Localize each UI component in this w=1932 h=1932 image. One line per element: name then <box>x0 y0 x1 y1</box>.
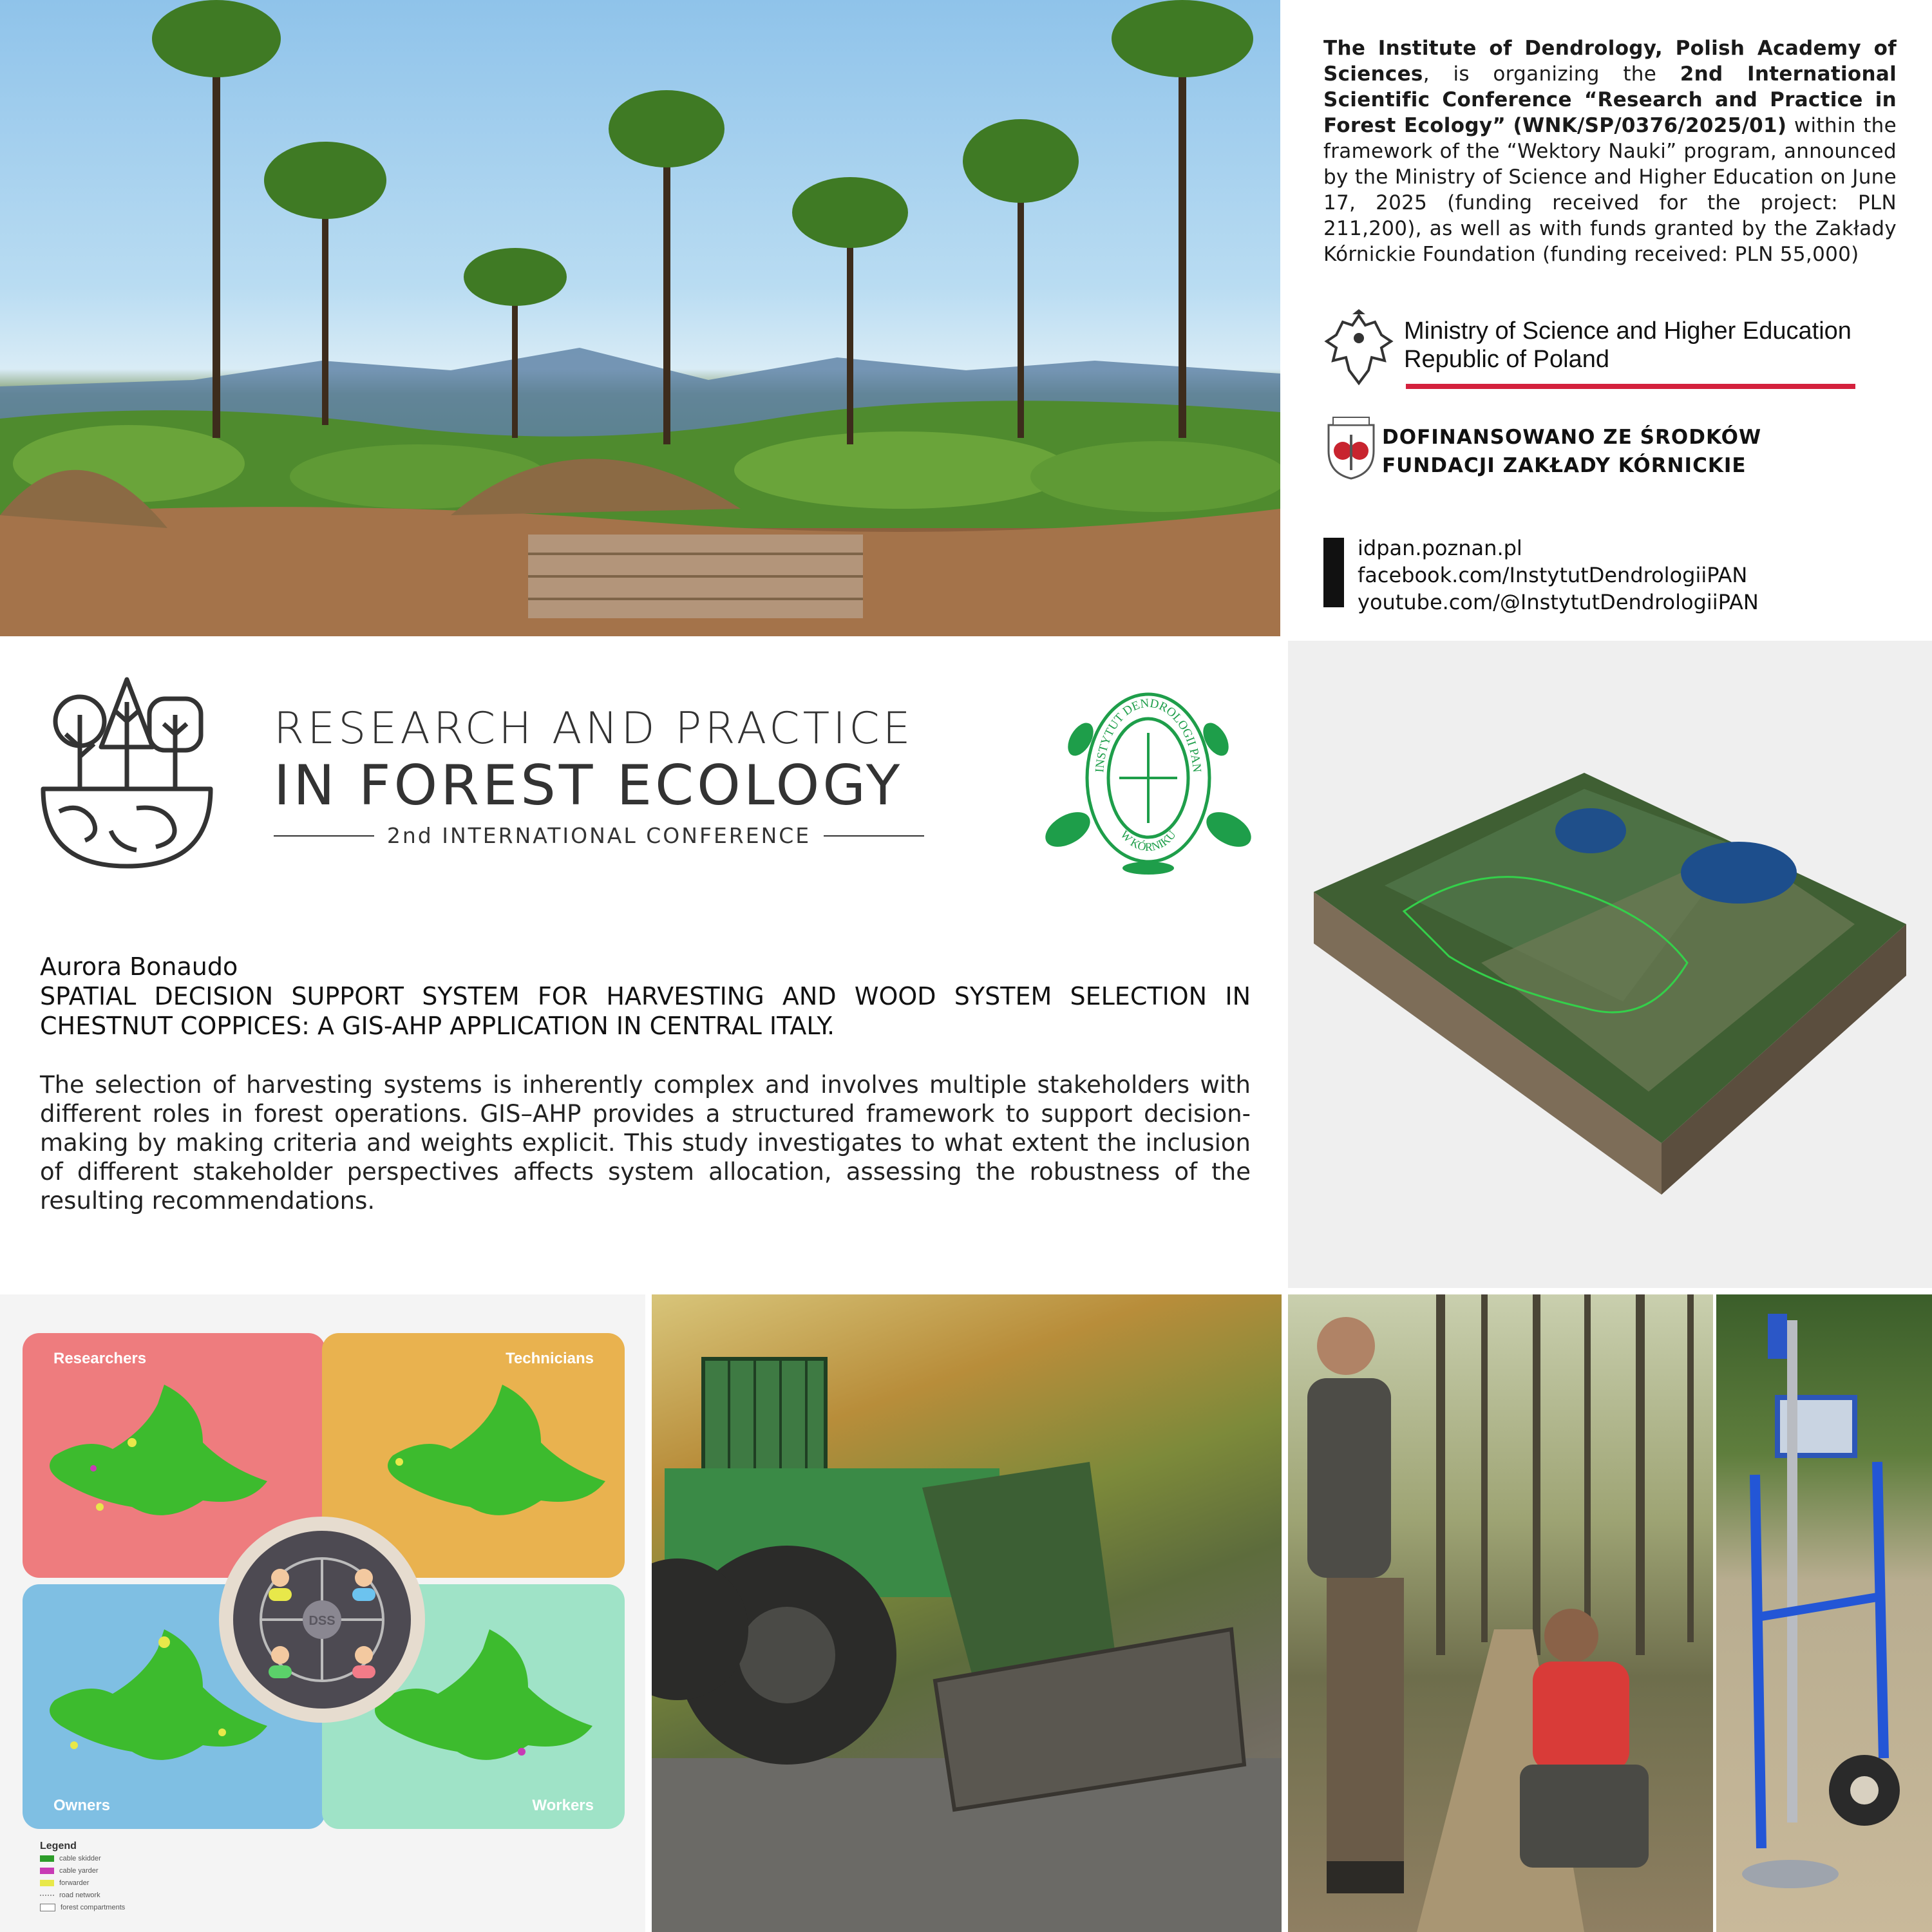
links-marker <box>1323 538 1344 607</box>
conference-title <box>274 703 924 848</box>
ministry-line-2: Republic of Poland <box>1404 346 1609 373</box>
terrain-3d-panel <box>1288 641 1932 1288</box>
legend-label: forest compartments <box>61 1903 126 1911</box>
legend-label: cable skidder <box>59 1854 101 1862</box>
forest-clearing-photo <box>0 0 1280 636</box>
contact-links <box>1323 535 1839 612</box>
quadrant-technicians-label: Technicians <box>506 1350 594 1367</box>
info-part-1: The Institute of Dendrology, Polish Academy of Sciences <box>1323 37 1897 86</box>
conference-title-line-1: RESEARCH AND PRACTICE <box>274 703 914 754</box>
quadrant-workers-label: Workers <box>532 1797 594 1814</box>
legend-item <box>40 1877 125 1889</box>
quadrant-owners-label: Owners <box>53 1797 111 1814</box>
foundation-name <box>1382 423 1761 480</box>
map-researchers <box>35 1378 280 1533</box>
legend-item <box>40 1864 125 1877</box>
legend-title: Legend <box>40 1841 77 1852</box>
ministry-line-1: Ministry of Science and Higher Education <box>1404 317 1852 345</box>
legend-swatch <box>40 1904 55 1911</box>
conference-subtitle <box>274 823 924 848</box>
legend-item <box>40 1852 125 1864</box>
legend-swatch <box>40 1895 54 1896</box>
dss-center-label: DSS <box>308 1614 336 1628</box>
field-workers-illustration <box>1288 1294 1713 1932</box>
seal-text-bottom: W KÓRNIKU <box>1118 828 1179 854</box>
conference-logo <box>40 676 214 869</box>
quadrant-researchers-label: Researchers <box>53 1350 147 1367</box>
seal-text-top: INSTYTUT DENDROLOGII PAN <box>1093 696 1204 773</box>
subtitle-rule-left <box>274 835 374 837</box>
skidder-illustration <box>652 1294 1282 1932</box>
foundation-line-1: DOFINANSOWANO ZE ŚRODKÓW <box>1382 426 1762 449</box>
link-youtube[interactable]: youtube.com/@InstytutDendrologiiPAN <box>1358 590 1759 614</box>
abstract-title: SPATIAL DECISION SUPPORT SYSTEM FOR HARVESTING AND WOOD SYSTEM SELECTION IN CHESTNUT COPPICES: A GIS-AHP APPLICATION IN CENTRAL ITALY. <box>40 982 1251 1040</box>
legend-label: road network <box>59 1891 100 1899</box>
links-list <box>1358 535 1759 616</box>
trees-globe-icon <box>40 676 214 869</box>
link-website[interactable]: idpan.poznan.pl <box>1358 536 1522 560</box>
foundation-logo <box>1325 415 1776 480</box>
info-part-3: 2nd International Scientific Conference “Research and Practice in Forest Ecology” <box>1323 62 1897 137</box>
legend-swatch <box>40 1868 54 1874</box>
info-part-5: (WNK/SP/0376/2025/01) <box>1513 114 1787 137</box>
terrain-3d-model <box>1288 641 1932 1288</box>
ministry-name <box>1404 317 1852 374</box>
measuring-device-photo <box>1716 1294 1932 1932</box>
foundation-crest-icon <box>1325 415 1377 480</box>
conference-title-line-2: IN FOREST ECOLOGY <box>274 753 904 818</box>
institute-seal-emblem <box>1042 681 1255 875</box>
conference-subtitle-text: 2nd INTERNATIONAL CONFERENCE <box>386 823 811 848</box>
dss-stakeholder-maps <box>0 1294 645 1932</box>
polish-eagle-icon <box>1323 309 1394 390</box>
abstract <box>40 952 1251 1215</box>
subtitle-rule-right <box>824 835 924 837</box>
map-technicians <box>374 1378 618 1533</box>
legend-label: forwarder <box>59 1879 90 1887</box>
ministry-accent-bar <box>1406 384 1855 389</box>
info-part-4 <box>1506 114 1513 137</box>
dss-center-icon <box>216 1513 428 1726</box>
legend-label: cable yarder <box>59 1866 99 1875</box>
legend-item <box>40 1889 125 1901</box>
info-part-6: within the framework of the “Wektory Nauki” program, announced by the Ministry of Science and Higher Education on June 17, 2025 (funding received for the project: PLN 211,200), as well as with funds granted by the Zakłady Kórnickie Foundation (funding received: PLN 55,000) <box>1323 114 1897 266</box>
conference-info <box>1323 35 1897 267</box>
ministry-logo <box>1323 309 1858 393</box>
measuring-device-illustration <box>1716 1294 1932 1932</box>
author-name: Aurora Bonaudo <box>40 952 238 981</box>
map-legend <box>40 1841 125 1913</box>
skidder-photo <box>652 1294 1282 1932</box>
info-part-2: , is organizing the <box>1423 62 1680 86</box>
institute-seal <box>1042 681 1255 875</box>
abstract-body: The selection of harvesting systems is inherently complex and involves multiple stakeholders with different roles in forest operations. GIS–AHP provides a structured framework to support decision-making by making criteria and weights explicit. This study investigates to what extent the inclusion of different stakeholder perspectives affects system allocation, assessing the robustness of the resulting recommendations. <box>40 1071 1251 1215</box>
link-facebook[interactable]: facebook.com/InstytutDendrologiiPAN <box>1358 563 1748 587</box>
legend-item <box>40 1901 125 1913</box>
info-paragraph <box>1323 35 1897 267</box>
legend-swatch <box>40 1855 54 1862</box>
forest-clearing-illustration <box>0 0 1280 636</box>
field-workers-photo <box>1288 1294 1713 1932</box>
foundation-line-2: FUNDACJI ZAKŁADY KÓRNICKIE <box>1382 454 1747 477</box>
legend-swatch <box>40 1880 54 1886</box>
